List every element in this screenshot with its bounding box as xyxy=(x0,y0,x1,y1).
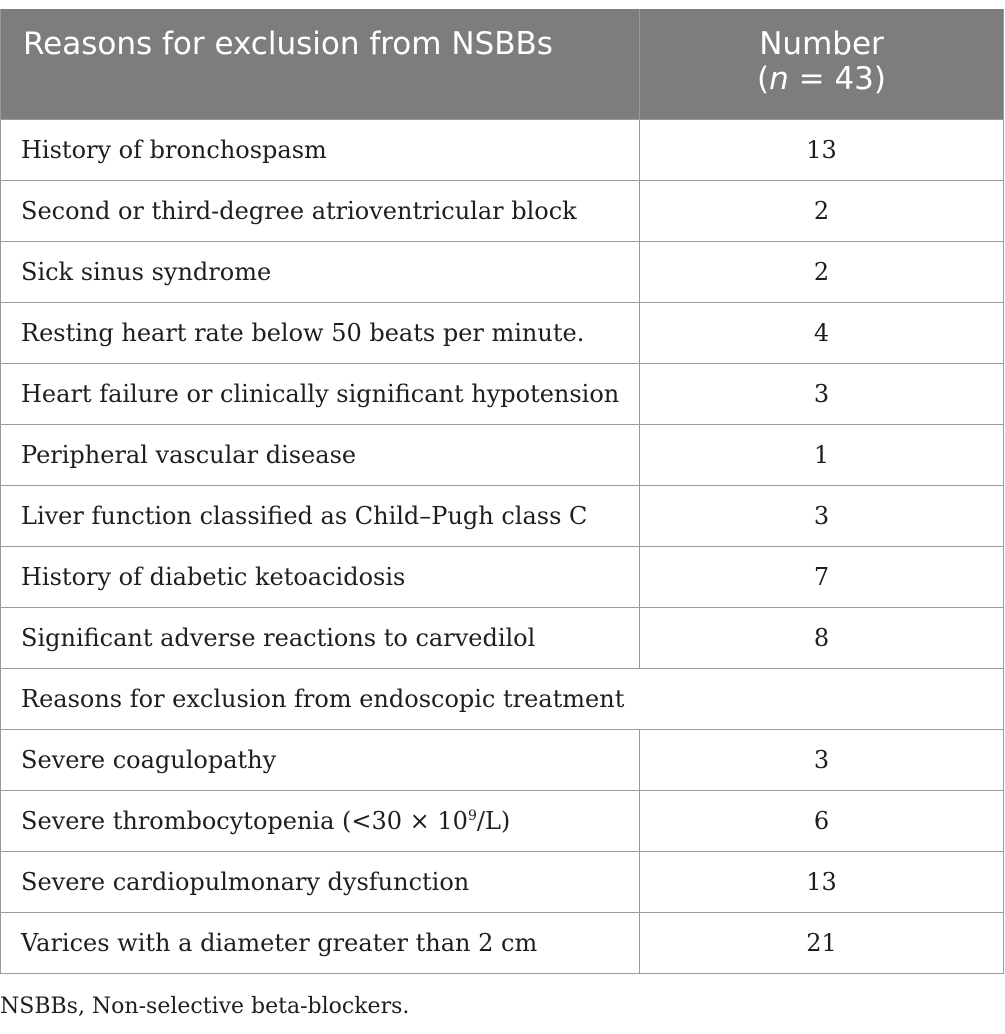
row-label-pre: Severe thrombocytopenia (<30 × 10 xyxy=(21,807,468,835)
row-value: 1 xyxy=(640,425,1004,486)
row-label: History of bronchospasm xyxy=(1,120,640,181)
row-label: History of diabetic ketoacidosis xyxy=(1,547,640,608)
row-value: 3 xyxy=(640,730,1004,791)
row-label: Liver function classified as Child–Pugh class C xyxy=(1,486,640,547)
row-value: 4 xyxy=(640,303,1004,364)
table-row xyxy=(1,120,1004,181)
exclusion-table xyxy=(0,9,1004,974)
row-value: 21 xyxy=(640,913,1004,974)
table-row xyxy=(1,547,1004,608)
header-paren-open: ( xyxy=(757,61,770,97)
table-header-row xyxy=(1,9,1004,120)
row-label: Sick sinus syndrome xyxy=(1,242,640,303)
row-label-superscript: 9 xyxy=(467,808,477,824)
row-label: Severe coagulopathy xyxy=(1,730,640,791)
table-row xyxy=(1,181,1004,242)
row-label: Peripheral vascular disease xyxy=(1,425,640,486)
header-n: n xyxy=(769,61,789,97)
row-value: 3 xyxy=(640,486,1004,547)
table-row xyxy=(1,425,1004,486)
row-label: Severe cardiopulmonary dysfunction xyxy=(1,852,640,913)
row-label-post: /L) xyxy=(476,807,511,835)
table-row xyxy=(1,791,1004,852)
row-value: 13 xyxy=(640,120,1004,181)
row-label xyxy=(1,791,640,852)
row-label: Resting heart rate below 50 beats per minute. xyxy=(1,303,640,364)
row-value: 8 xyxy=(640,608,1004,669)
table-row xyxy=(1,730,1004,791)
header-reasons: Reasons for exclusion from NSBBs xyxy=(1,9,640,120)
row-value: 6 xyxy=(640,791,1004,852)
table-row xyxy=(1,242,1004,303)
row-value: 2 xyxy=(640,242,1004,303)
row-value: 7 xyxy=(640,547,1004,608)
section-header-row xyxy=(1,669,1004,730)
row-label: Heart failure or clinically significant hypotension xyxy=(1,364,640,425)
table-footnote: NSBBs, Non-selective beta-blockers. xyxy=(0,994,410,1019)
row-label: Second or third-degree atrioventricular block xyxy=(1,181,640,242)
exclusion-table-container xyxy=(0,9,1003,974)
table-row xyxy=(1,608,1004,669)
table-row xyxy=(1,364,1004,425)
table-row xyxy=(1,486,1004,547)
table-row xyxy=(1,913,1004,974)
header-n-total: = 43) xyxy=(788,61,886,97)
row-value: 3 xyxy=(640,364,1004,425)
row-label: Varices with a diameter greater than 2 cm xyxy=(1,913,640,974)
header-number-label: Number xyxy=(759,26,884,62)
section-label-endoscopic: Reasons for exclusion from endoscopic treatment xyxy=(1,669,1004,730)
row-label: Significant adverse reactions to carvedilol xyxy=(1,608,640,669)
row-value: 13 xyxy=(640,852,1004,913)
table-row xyxy=(1,852,1004,913)
header-number xyxy=(640,9,1004,120)
row-value: 2 xyxy=(640,181,1004,242)
table-row xyxy=(1,303,1004,364)
